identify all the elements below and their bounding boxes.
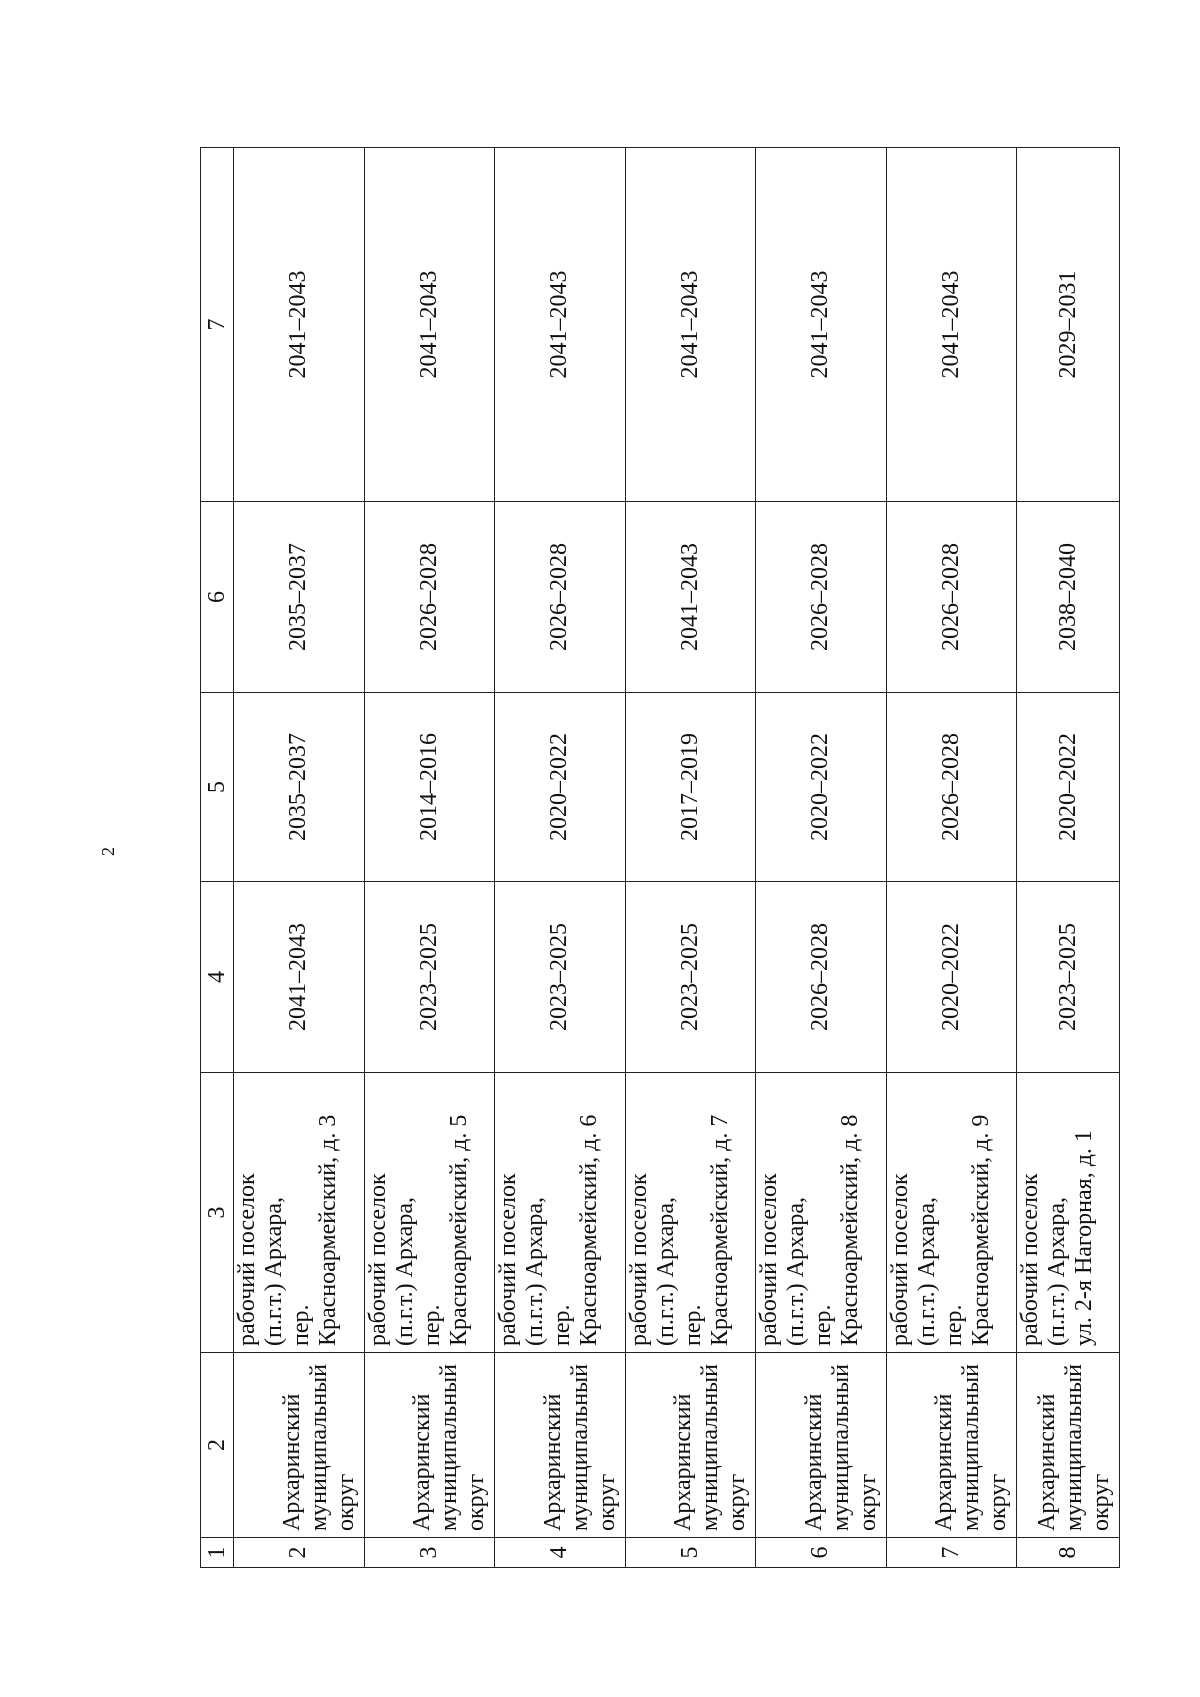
district-line: округ <box>854 1473 881 1531</box>
period-cell-col-5: 2035–2037 <box>234 693 365 882</box>
period-cell-col-5: 2026–2028 <box>886 693 1017 882</box>
district-cell <box>234 1353 365 1538</box>
address-line: пер. <box>940 1304 967 1346</box>
row-number-cell: 2 <box>234 1538 365 1568</box>
district-line: округ <box>463 1473 489 1531</box>
address-cell <box>756 1073 887 1353</box>
period-cell-col-6: 2035–2037 <box>234 502 365 693</box>
district-line: муниципальный <box>566 1363 593 1531</box>
address-line: Красноармейский, д. 6 <box>576 1114 602 1346</box>
period-cell-col-7: 2041–2043 <box>756 148 887 502</box>
header-row <box>201 148 234 1568</box>
header-col-4: 4 <box>201 882 234 1073</box>
period-cell-col-4: 2023–2025 <box>495 882 626 1073</box>
address-line: ул. 2-я Нагорная, д. 1 <box>1071 1130 1097 1346</box>
district-cell <box>625 1353 756 1538</box>
address-cell <box>495 1073 626 1353</box>
period-cell-col-6: 2038–2040 <box>1017 502 1120 693</box>
address-line: рабочий поселок <box>364 1173 391 1346</box>
district-cell <box>756 1353 887 1538</box>
table-row <box>364 148 495 1568</box>
district-line: округ <box>724 1473 750 1531</box>
district-line: Архаринский <box>1034 1393 1060 1531</box>
district-line: Архаринский <box>278 1393 305 1531</box>
table-row <box>1017 148 1120 1568</box>
district-line: Архаринский <box>409 1393 435 1531</box>
period-cell-col-6: 2026–2028 <box>756 502 887 693</box>
address-cell <box>234 1073 365 1353</box>
period-cell-col-5: 2017–2019 <box>625 693 756 882</box>
address-line: пер. <box>288 1304 314 1346</box>
address-line: рабочий поселок <box>886 1173 913 1346</box>
district-line: муниципальный <box>1061 1363 1087 1531</box>
table-row <box>886 148 1017 1568</box>
district-line: муниципальный <box>436 1363 462 1531</box>
district-line: округ <box>332 1473 359 1531</box>
district-line: муниципальный <box>958 1363 984 1531</box>
address-line: рабочий поселок <box>625 1173 652 1346</box>
period-cell-col-4: 2023–2025 <box>364 882 495 1073</box>
period-cell-col-6: 2026–2028 <box>886 502 1017 693</box>
period-cell-col-7: 2041–2043 <box>234 148 365 502</box>
period-cell-col-5: 2020–2022 <box>495 693 626 882</box>
address-cell <box>886 1073 1017 1353</box>
address-line: (п.г.т.) Архара, <box>391 1197 418 1346</box>
district-cell <box>1017 1353 1120 1538</box>
period-cell-col-4: 2020–2022 <box>886 882 1017 1073</box>
address-line: (п.г.т.) Архара, <box>783 1197 809 1346</box>
address-line: (п.г.т.) Архара, <box>522 1197 548 1346</box>
district-line: Архаринский <box>931 1393 957 1531</box>
district-cell <box>364 1353 495 1538</box>
table-row <box>625 148 756 1568</box>
header-col-7: 7 <box>201 148 234 502</box>
district-cell <box>495 1353 626 1538</box>
table-body <box>234 148 1120 1568</box>
district-cell <box>886 1353 1017 1538</box>
address-line: (п.г.т.) Архара, <box>913 1197 940 1346</box>
address-line: пер. <box>679 1304 706 1346</box>
row-number-cell: 3 <box>364 1538 495 1568</box>
district-line: округ <box>985 1473 1011 1531</box>
address-cell <box>1017 1073 1120 1353</box>
header-col-3: 3 <box>201 1073 234 1353</box>
rotated-table-container <box>200 148 1120 1568</box>
row-number-cell: 8 <box>1017 1538 1120 1568</box>
address-line: Красноармейский, д. 7 <box>706 1114 733 1346</box>
period-cell-col-7: 2041–2043 <box>625 148 756 502</box>
row-number-cell: 4 <box>495 1538 626 1568</box>
address-line: пер. <box>549 1304 575 1346</box>
district-line: Архаринский <box>670 1393 696 1531</box>
period-cell-col-4: 2026–2028 <box>756 882 887 1073</box>
address-line: рабочий поселок <box>495 1173 521 1346</box>
address-line: (п.г.т.) Архара, <box>652 1197 679 1346</box>
period-cell-col-6: 2041–2043 <box>625 502 756 693</box>
period-cell-col-7: 2029–2031 <box>1017 148 1120 502</box>
header-col-1: 1 <box>201 1538 234 1568</box>
period-cell-col-4: 2041–2043 <box>234 882 365 1073</box>
address-line: пер. <box>418 1304 445 1346</box>
period-cell-col-7: 2041–2043 <box>364 148 495 502</box>
period-cell-col-5: 2014–2016 <box>364 693 495 882</box>
schedule-table <box>200 147 1120 1568</box>
address-line: рабочий поселок <box>756 1173 782 1346</box>
table-row <box>495 148 626 1568</box>
row-number-cell: 5 <box>625 1538 756 1568</box>
row-number-cell: 7 <box>886 1538 1017 1568</box>
address-line: Красноармейский, д. 9 <box>967 1114 994 1346</box>
period-cell-col-7: 2041–2043 <box>886 148 1017 502</box>
period-cell-col-6: 2026–2028 <box>364 502 495 693</box>
period-cell-col-5: 2020–2022 <box>1017 693 1120 882</box>
header-col-2: 2 <box>201 1353 234 1538</box>
address-cell <box>364 1073 495 1353</box>
table-row <box>756 148 887 1568</box>
period-cell-col-5: 2020–2022 <box>756 693 887 882</box>
address-line: Красноармейский, д. 3 <box>315 1114 341 1346</box>
address-line: пер. <box>810 1304 836 1346</box>
header-col-6: 6 <box>201 502 234 693</box>
header-col-5: 5 <box>201 693 234 882</box>
district-line: муниципальный <box>697 1363 723 1531</box>
address-line: Красноармейский, д. 8 <box>837 1114 863 1346</box>
period-cell-col-4: 2023–2025 <box>625 882 756 1073</box>
district-line: Архаринский <box>539 1393 566 1531</box>
address-line: рабочий поселок <box>1017 1173 1043 1346</box>
address-line: (п.г.т.) Архара, <box>1044 1197 1070 1346</box>
address-cell <box>625 1073 756 1353</box>
district-line: муниципальный <box>305 1363 332 1531</box>
district-line: округ <box>1088 1473 1114 1531</box>
table-row <box>234 148 365 1568</box>
period-cell-col-6: 2026–2028 <box>495 502 626 693</box>
district-line: округ <box>593 1473 620 1531</box>
row-number-cell: 6 <box>756 1538 887 1568</box>
page-number: 2 <box>98 847 118 856</box>
address-line: (п.г.т.) Архара, <box>261 1197 287 1346</box>
district-line: муниципальный <box>827 1363 854 1531</box>
district-line: Архаринский <box>800 1393 827 1531</box>
address-line: рабочий поселок <box>234 1173 260 1346</box>
period-cell-col-7: 2041–2043 <box>495 148 626 502</box>
address-line: Красноармейский, д. 5 <box>445 1114 472 1346</box>
period-cell-col-4: 2023–2025 <box>1017 882 1120 1073</box>
